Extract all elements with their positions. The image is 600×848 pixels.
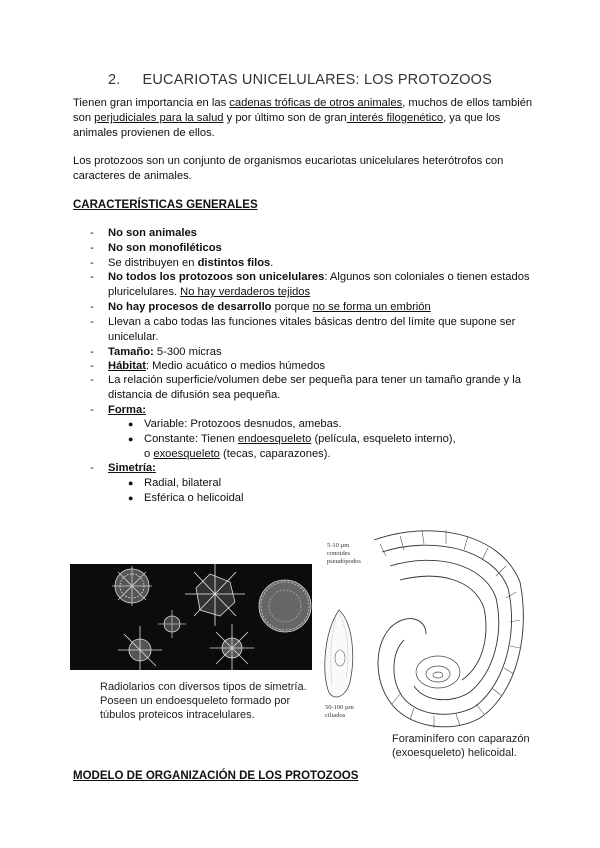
- section-heading-caracteristicas: CARACTERÍSTICAS GENERALES: [73, 199, 258, 211]
- text: , ya que los animales provienen de ellos.: [73, 112, 501, 139]
- bullet: ●: [128, 493, 134, 503]
- text: : Medio acuático o medios húmedos: [145, 360, 326, 372]
- text: Tienen gran importancia en las: [73, 97, 230, 109]
- underlined-text: Hábitat: [108, 360, 146, 372]
- intro-paragraph-1: [73, 96, 533, 141]
- foraminifero-caption: Foraminífero con caparazón (exoesqueleto) helicoidal.: [392, 733, 530, 759]
- underlined-text: no se forma un embrión: [312, 301, 431, 313]
- dash: -: [90, 271, 94, 283]
- text: porque: [271, 301, 313, 313]
- bullet: ●: [128, 434, 134, 444]
- text: (tecas, caparazones).: [219, 448, 331, 460]
- dash: -: [90, 316, 94, 328]
- underlined-text: endoesqueleto: [237, 433, 312, 445]
- text: (película, esqueleto interno), o: [144, 433, 456, 460]
- dash: -: [90, 227, 94, 239]
- dash: -: [90, 257, 94, 269]
- ciliate-drawing: [318, 608, 360, 704]
- text: Esférica o helicoidal: [144, 492, 244, 504]
- radiolarios-image: [70, 564, 312, 670]
- text: Se distribuyen en: [108, 257, 198, 269]
- small-label-bottom: 50-100 µm ciliados: [325, 704, 354, 719]
- text: .: [270, 257, 274, 269]
- underlined-text: perjudiciales para la salud: [94, 112, 224, 124]
- text: Constante: Tienen: [144, 433, 238, 445]
- text: distintos filos: [197, 257, 271, 269]
- dash: -: [90, 242, 94, 254]
- text: La relación superficie/volumen debe ser pequeña para tener un tamaño grande y la distancia de difusión sea pequeña.: [108, 374, 521, 401]
- page-title: [0, 72, 600, 88]
- underlined-text: Forma:: [108, 404, 146, 416]
- text: Radial, bilateral: [144, 477, 222, 489]
- dash: -: [90, 462, 94, 474]
- underlined-text: interés filogenético: [346, 112, 444, 124]
- dash: -: [90, 301, 94, 313]
- section-heading-modelo: MODELO DE ORGANIZACIÓN DE LOS PROTOZOOS: [73, 770, 359, 782]
- text: Tamaño:: [108, 346, 154, 358]
- section-number: 2.: [108, 72, 121, 88]
- text: No hay procesos de desarrollo: [108, 301, 272, 313]
- text: , muchos de ellos también son: [73, 97, 533, 124]
- underlined-text: Simetría:: [108, 462, 156, 474]
- bullet: ●: [128, 478, 134, 488]
- dash: -: [90, 360, 94, 372]
- dash: -: [90, 346, 94, 358]
- text: Llevan a cabo todas las funciones vitales básicas dentro del límite que supone ser unicelular.: [108, 316, 516, 343]
- dash: -: [90, 404, 94, 416]
- dash: -: [90, 374, 94, 386]
- foraminifero-drawing: [360, 522, 528, 734]
- text: Variable: Protozoos desnudos, amebas.: [144, 418, 342, 430]
- bullet: ●: [128, 419, 134, 429]
- text: : Algunos son coloniales o tienen estados pluricelulares.: [108, 271, 530, 298]
- text: No son monofiléticos: [108, 242, 222, 254]
- text: No son animales: [108, 227, 197, 239]
- text: 5-300 micras: [153, 346, 222, 358]
- radiolarios-caption: Radiolarios con diversos tipos de simetría. Poseen un endoesqueleto formado por túbulos proteicos intracelulares.: [100, 681, 307, 721]
- intro-paragraph-2: Los protozoos son un conjunto de organismos eucariotas unicelulares heterótrofos con caracteres de animales.: [73, 155, 504, 182]
- underlined-text: cadenas tróficas de otros animales: [229, 97, 403, 109]
- small-label-top: 5-10 µm conoides pseudópodos: [327, 542, 361, 565]
- text: No todos los protozoos son unicelulares: [108, 271, 325, 283]
- underlined-text: exoesqueleto: [153, 448, 220, 460]
- text: y por último son de gran: [223, 112, 347, 124]
- underlined-text: No hay verdaderos tejidos: [180, 286, 311, 298]
- title-text: EUCARIOTAS UNICELULARES: LOS PROTOZOOS: [142, 72, 492, 88]
